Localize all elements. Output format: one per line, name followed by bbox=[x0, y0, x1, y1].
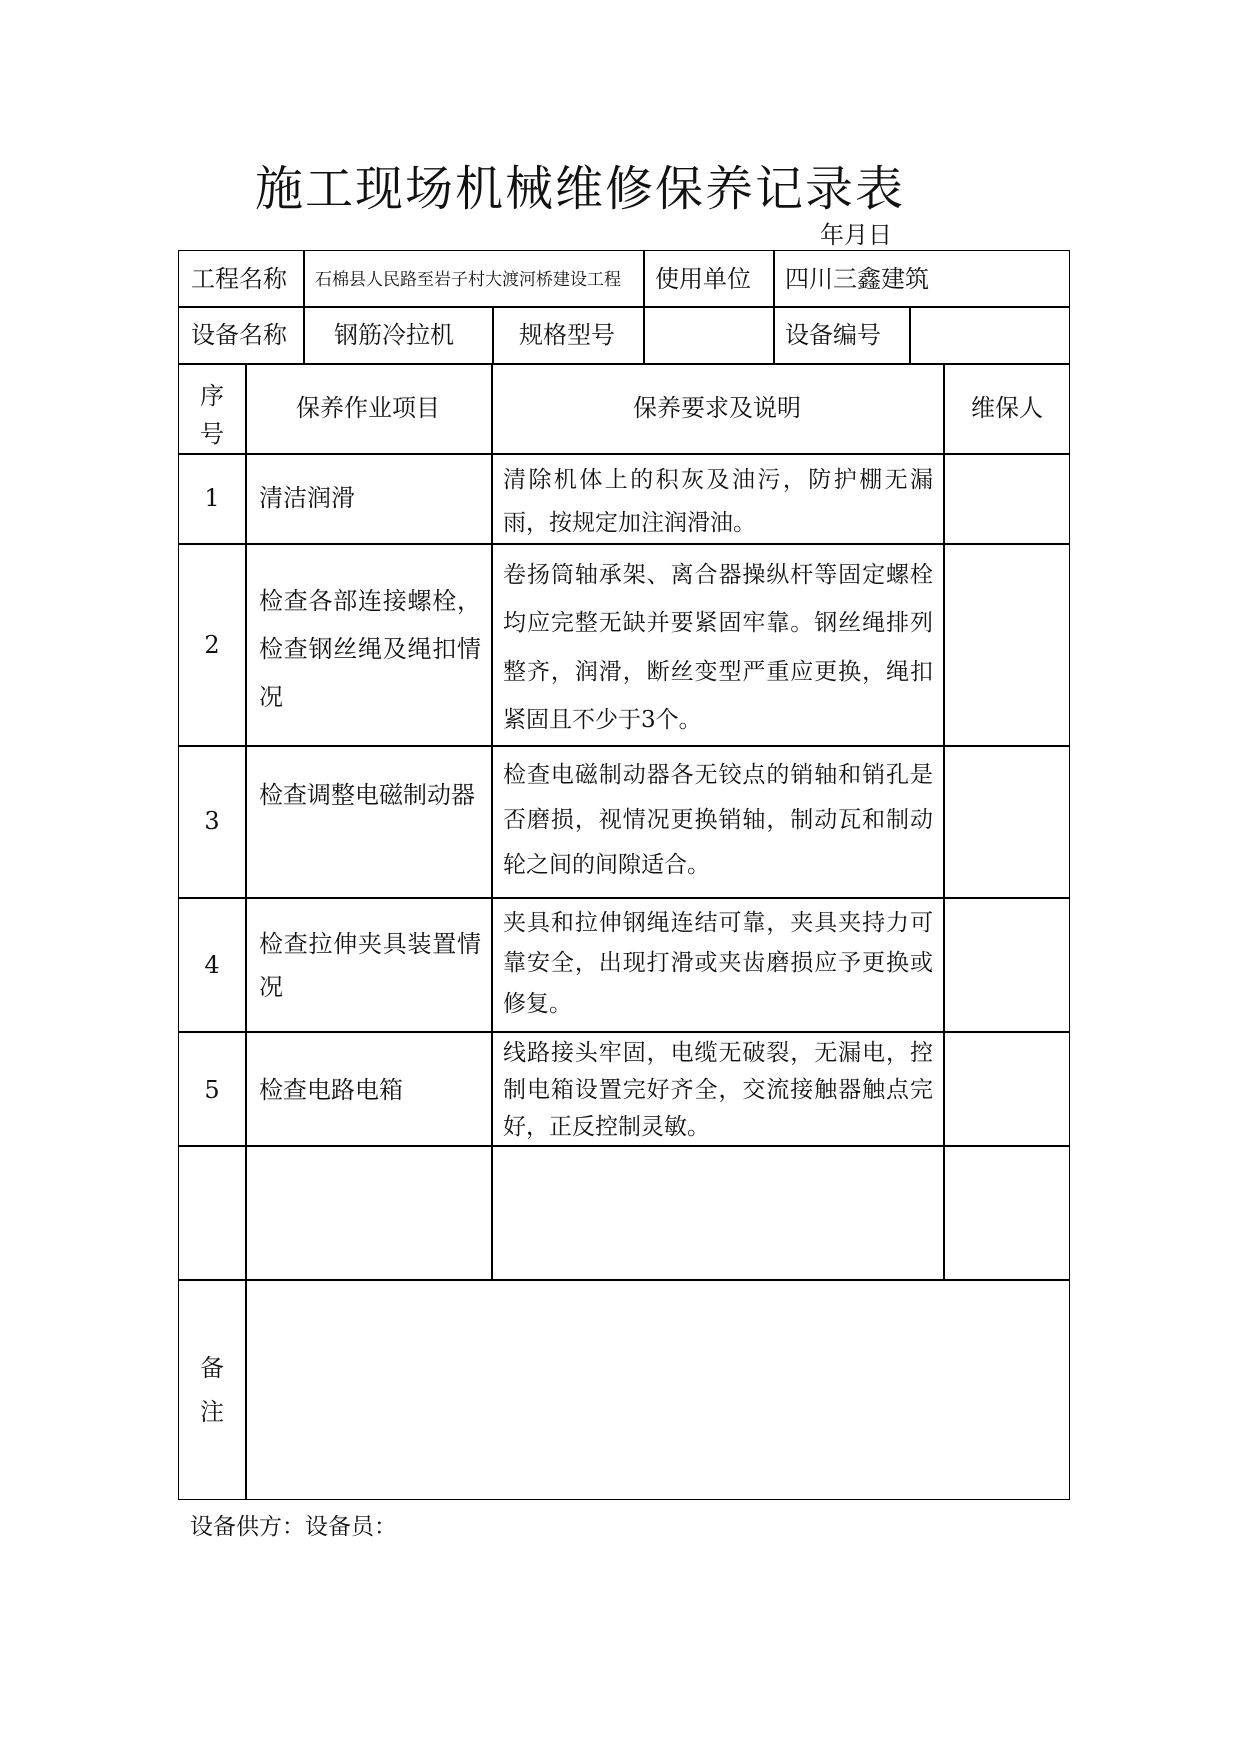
row-seq: 5 bbox=[204, 1076, 220, 1104]
date-label: 年月日 bbox=[820, 221, 892, 249]
col-divider bbox=[303, 251, 305, 363]
equipment-number-label: 设备编号 bbox=[785, 321, 881, 349]
col-header-item: 保养作业项目 bbox=[296, 394, 440, 422]
col-header-requirement: 保养要求及说明 bbox=[633, 394, 801, 422]
col-divider bbox=[492, 306, 494, 363]
col-header-seq bbox=[179, 377, 245, 453]
col-header-seq-line2: 号 bbox=[200, 420, 224, 448]
col-header-seq-line1: 序 bbox=[200, 382, 224, 410]
remarks-field[interactable] bbox=[247, 1281, 1067, 1495]
row-requirement: 线路接头牢固，电缆无破裂，无漏电，控制电箱设置完好齐全，交流接触器触点完好，正反控制灵敏。 bbox=[503, 1040, 933, 1140]
row-divider bbox=[179, 363, 1069, 365]
row-requirement: 卷扬筒轴承架、离合器操纵杆等固定螺栓均应完整无缺并要紧固牢靠。钢丝绳排列整齐，润滑，断丝变型严重应更换，绳扣紧固且不少于3个。 bbox=[503, 562, 933, 733]
project-name-label: 工程名称 bbox=[191, 265, 287, 293]
footer-signature-line: 设备供方：设备员： bbox=[190, 1514, 397, 1540]
row-seq: 3 bbox=[204, 807, 220, 835]
using-unit-label: 使用单位 bbox=[655, 265, 751, 293]
row-seq: 1 bbox=[204, 484, 220, 512]
maintenance-record-table bbox=[178, 250, 1070, 1500]
row-item: 检查各部连接螺栓，检查钢丝绳及绳扣情况 bbox=[259, 587, 481, 711]
equipment-name-value: 钢筋冷拉机 bbox=[334, 321, 454, 349]
row-item: 清洁润滑 bbox=[259, 484, 355, 512]
row-requirement: 夹具和拉伸钢绳连结可靠，夹具夹持力可靠安全，出现打滑或夹齿磨损应予更换或修复。 bbox=[503, 910, 933, 1017]
col-divider bbox=[909, 306, 911, 363]
remarks-label bbox=[179, 1346, 245, 1434]
spec-model-label: 规格型号 bbox=[519, 321, 615, 349]
remarks-label-line1: 备 bbox=[200, 1354, 224, 1382]
remarks-label-line2: 注 bbox=[200, 1398, 224, 1426]
row-requirement: 清除机体上的积灰及油污，防护棚无漏雨，按规定加注润滑油。 bbox=[503, 467, 933, 536]
document-title: 施工现场机械维修保养记录表 bbox=[254, 161, 905, 217]
row-divider bbox=[179, 745, 1069, 747]
using-unit-value: 四川三鑫建筑 bbox=[785, 265, 929, 293]
project-name-value: 石棉县人民路至岩子村大渡河桥建设工程 bbox=[315, 270, 621, 290]
row-divider bbox=[179, 897, 1069, 899]
row-divider bbox=[179, 1031, 1069, 1033]
equipment-name-label: 设备名称 bbox=[191, 321, 287, 349]
row-seq: 4 bbox=[204, 951, 220, 979]
col-divider bbox=[491, 363, 493, 1279]
col-divider bbox=[643, 251, 645, 363]
row-requirement: 检查电磁制动器各无铰点的销轴和销孔是否磨损，视情况更换销轴，制动瓦和制动轮之间的间隙适合。 bbox=[503, 762, 933, 878]
col-divider bbox=[773, 251, 775, 363]
col-header-maintainer: 维保人 bbox=[971, 394, 1043, 422]
row-divider bbox=[179, 453, 1069, 455]
row-item: 检查拉伸夹具装置情况 bbox=[259, 930, 481, 1002]
row-item: 检查调整电磁制动器 bbox=[259, 781, 475, 809]
col-divider bbox=[943, 363, 945, 1279]
row-item: 检查电路电箱 bbox=[259, 1076, 403, 1104]
row-divider bbox=[179, 306, 1069, 308]
row-seq: 2 bbox=[204, 631, 220, 659]
